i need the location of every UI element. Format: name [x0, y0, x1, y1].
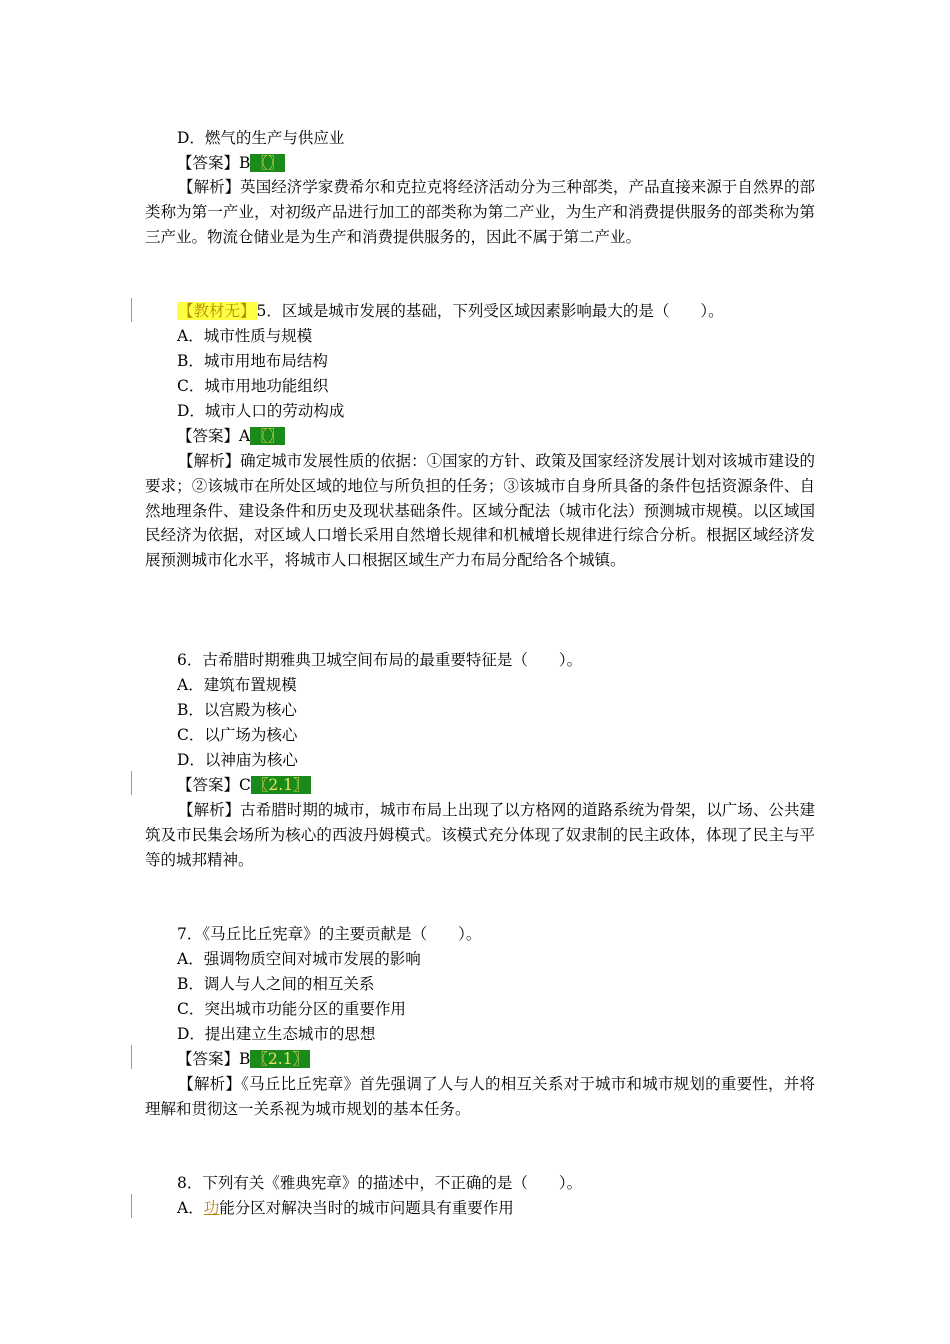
option-d: D．燃气的生产与供应业 [177, 129, 345, 147]
analysis-paragraph: 【解析】古希腊时期的城市，城市布局上出现了以方格网的道路系统为骨架，以广场、公共建筑及市民集会场所为核心的西波丹姆模式。该模式充分体现了奴隶制的民主政体，体现了民主与平等的城邦精神。 [145, 801, 815, 869]
revision-mark: 功 [203, 1199, 220, 1217]
question-stem: 7．《马丘比丘宪章》的主要贡献是（ ）。 [177, 925, 482, 943]
option-c: C．以广场为核心 [177, 726, 298, 744]
source-tag: 【教材无】 [178, 302, 256, 320]
question-stem: 8．下列有关《雅典宪章》的描述中，不正确的是（ ）。 [177, 1174, 583, 1192]
answer-tag: 〖〗 [252, 427, 284, 445]
option-b: B．城市用地布局结构 [177, 352, 328, 370]
option-d: D．以神庙为核心 [177, 751, 298, 769]
question-stem: 6．古希腊时期雅典卫城空间布局的最重要特征是（ ）。 [177, 651, 583, 669]
revision-bar [131, 1194, 132, 1218]
option-b: B．调人与人之间的相互关系 [177, 975, 375, 993]
answer-label: 【答案】B [177, 154, 251, 172]
option-b: B．以宫殿为核心 [177, 701, 297, 719]
option-c: C．城市用地功能组织 [177, 377, 329, 395]
revision-bar [131, 1045, 132, 1069]
answer-tag: 〖2.1〗 [252, 1050, 309, 1068]
answer-label: 【答案】B [177, 1050, 251, 1068]
option-c: C．突出城市功能分区的重要作用 [177, 1000, 406, 1018]
answer-tag: 〖〗 [252, 154, 284, 172]
answer-tag: 〖2.1〗 [252, 776, 309, 794]
answer-line [177, 774, 311, 796]
analysis-paragraph: 【解析】《马丘比丘宪章》首先强调了人与人的相互关系对于城市和城市规划的重要性，并将理解和贯彻这一关系视为城市规划的基本任务。 [145, 1075, 815, 1118]
answer-line [177, 1048, 310, 1070]
answer-line [177, 152, 285, 174]
option-a: A．建筑布置规模 [177, 676, 297, 694]
option-a: A．强调物质空间对城市发展的影响 [177, 950, 421, 968]
answer-label: 【答案】C [177, 776, 251, 794]
analysis-paragraph: 【解析】确定城市发展性质的依据：①国家的方针、政策及国家经济发展计划对该城市建设的要求；②该城市在所处区域的地位与所负担的任务；③该城市自身所具备的条件包括资源条件、自然地理条件、建设条件和历史及现状基础条件。区域分配法（城市化法）预测城市规模。以区域国民经济为依据，对区域人口增长采用自然增长规律和机械增长规律进行综合分析。根据区域经济发展预测城市化水平，将城市人口根据区域生产力布局分配给各个城镇。 [145, 452, 815, 570]
revision-bar [131, 298, 132, 322]
option-d: D．提出建立生态城市的思想 [177, 1025, 376, 1043]
answer-label: 【答案】A [177, 427, 251, 445]
option-d: D．城市人口的劳动构成 [177, 402, 345, 420]
question-stem: 【教材无】5．区域是城市发展的基础，下列受区域因素影响最大的是（ ）。 [178, 302, 724, 320]
revision-bar [131, 771, 132, 795]
option-a: A．城市性质与规模 [177, 327, 313, 345]
analysis-paragraph: 【解析】英国经济学家费希尔和克拉克将经济活动分为三种部类，产品直接来源于自然界的部类称为第一产业，对初级产品进行加工的部类称为第二产业，为生产和消费提供服务的部类称为第三产业。物流仓储业是为生产和消费提供服务的，因此不属于第二产业。 [145, 178, 815, 246]
answer-line [177, 425, 285, 447]
option-a: A．功能分区对解决当时的城市问题具有重要作用 [177, 1199, 514, 1217]
